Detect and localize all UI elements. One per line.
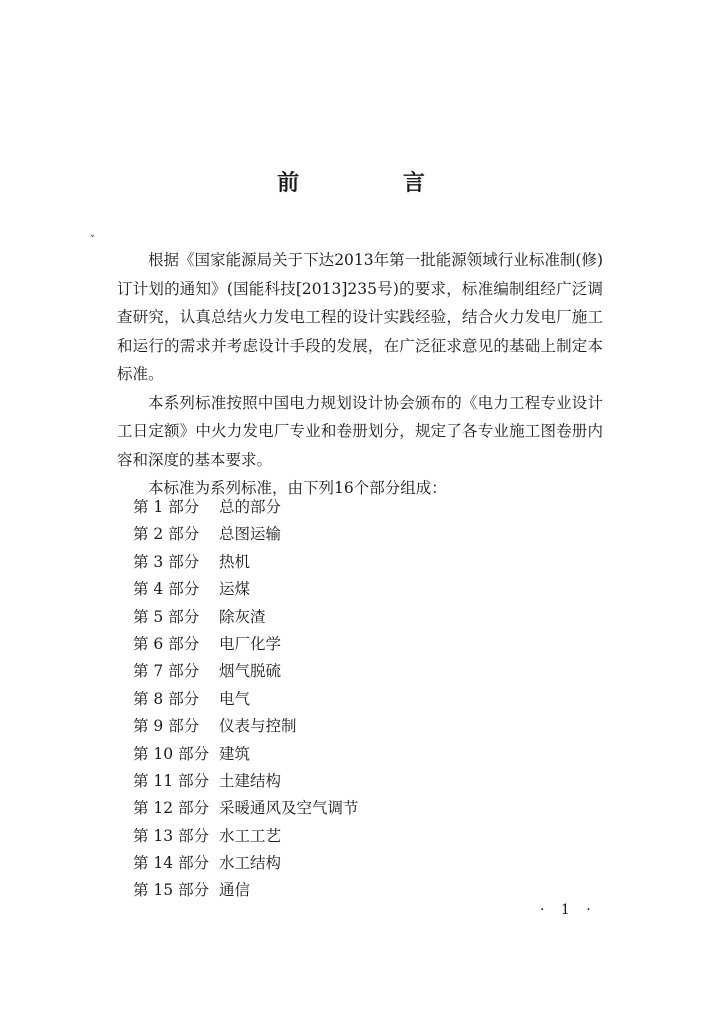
page-number: · 1 · — [540, 902, 597, 918]
part-number: 第 11 部分 — [133, 771, 210, 790]
part-name: 除灰渣 — [219, 607, 266, 626]
part-name: 电气 — [219, 689, 251, 708]
part-number: 第 2 部分 — [133, 525, 200, 544]
part-name: 水工工艺 — [219, 826, 282, 845]
list-item — [133, 795, 553, 822]
part-number: 第 8 部分 — [133, 689, 200, 708]
list-item — [133, 686, 553, 713]
part-number: 第 6 部分 — [133, 634, 200, 653]
part-number: 第 3 部分 — [133, 552, 200, 571]
margin-mark: ˅ — [90, 235, 95, 246]
list-item — [133, 521, 553, 548]
part-number: 第 13 部分 — [133, 826, 210, 845]
page-title: 前 言 — [277, 171, 473, 196]
body-text — [117, 246, 603, 503]
list-item — [133, 494, 553, 521]
part-name: 烟气脱硫 — [219, 662, 282, 681]
list-item — [133, 823, 553, 850]
part-number: 第 5 部分 — [133, 607, 200, 626]
part-number: 第 10 部分 — [133, 744, 210, 763]
list-item — [133, 576, 553, 603]
part-number: 第 14 部分 — [133, 854, 210, 873]
list-item — [133, 850, 553, 877]
part-name: 通信 — [219, 881, 251, 900]
part-name: 电厂化学 — [219, 634, 282, 653]
list-item — [133, 631, 553, 658]
paragraph: 根据《国家能源局关于下达2013年第一批能源领域行业标准制(修)订计划的通知》(国能科技[2013]235号)的要求，标准编制组经广泛调查研究，认真总结火力发电工程的设计实践经验，结合火力发电厂施工和运行的需求并考虑设计手段的发展，在广泛征求意见的基础上制定本标准。 — [117, 251, 603, 383]
paragraph: 本系列标准按照中国电力规划设计协会颁布的《电力工程专业设计工日定额》中火力发电厂专业和卷册划分，规定了各专业施工图卷册内容和深度的基本要求。 — [117, 393, 603, 469]
list-item — [133, 741, 553, 768]
part-name: 采暖通风及空气调节 — [219, 799, 359, 818]
part-name: 总图运输 — [219, 525, 282, 544]
part-number: 第 12 部分 — [133, 799, 210, 818]
list-item — [133, 658, 553, 685]
part-number: 第 1 部分 — [133, 498, 200, 516]
part-name: 热机 — [219, 552, 251, 571]
paragraph: 本标准为系列标准，由下列16个部分组成： — [148, 479, 447, 497]
part-name: 土建结构 — [219, 771, 282, 790]
part-name: 运煤 — [219, 580, 251, 599]
part-name: 总的部分 — [219, 498, 282, 516]
list-item — [133, 604, 553, 631]
part-number: 第 9 部分 — [133, 717, 200, 736]
list-item — [133, 713, 553, 740]
list-item — [133, 768, 553, 795]
part-name: 仪表与控制 — [219, 717, 297, 736]
part-number: 第 7 部分 — [133, 662, 200, 681]
part-number: 第 15 部分 — [133, 881, 210, 900]
list-item — [133, 549, 553, 576]
part-name: 建筑 — [219, 744, 251, 763]
list-item — [133, 877, 553, 904]
parts-list — [133, 494, 553, 905]
part-name: 水工结构 — [219, 854, 282, 873]
part-number: 第 4 部分 — [133, 580, 200, 599]
